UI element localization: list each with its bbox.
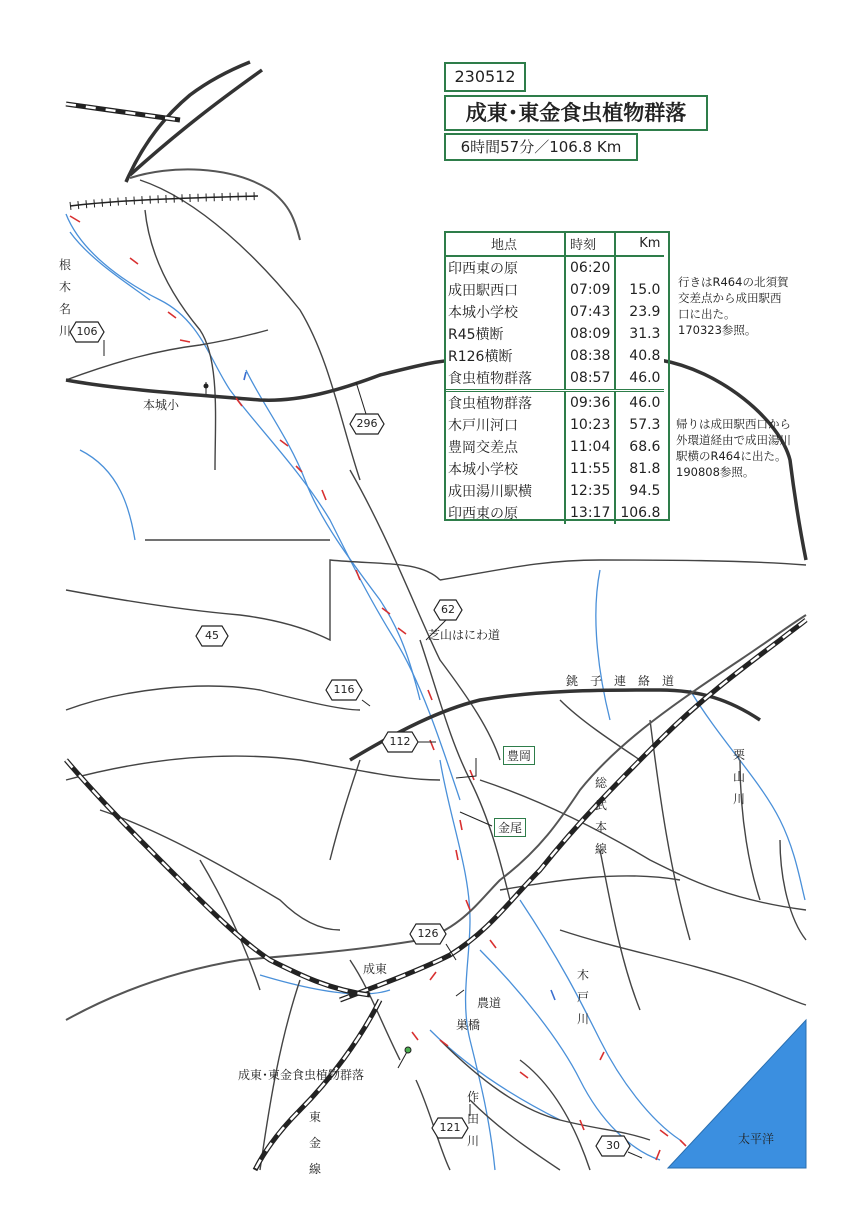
table-row: R45横断 08:09 31.3 — [444, 323, 664, 345]
label-choshi: 銚子連絡道 — [566, 674, 687, 688]
label-nekina-1: 根 木 名 川 — [58, 258, 71, 338]
label-nodo: 農道 — [477, 996, 502, 1010]
label-kido: 木 戸 川 — [576, 968, 589, 1026]
label-sakuda: 作 田 川 — [466, 1090, 479, 1148]
gaikando — [130, 70, 262, 175]
table-row: 印西東の原 13:17 106.8 — [444, 502, 664, 524]
label-shibayama: 芝山はにわ道 — [428, 628, 501, 642]
label-kanao: 金尾 — [494, 818, 526, 837]
kuriyama-river — [690, 690, 805, 900]
road-45 — [66, 560, 440, 640]
route-126: 126 — [417, 927, 439, 940]
table-row: 食虫植物群落 08:57 46.0 — [444, 367, 664, 391]
table-row: 成田湯川駅横 12:35 94.5 — [444, 480, 664, 502]
route-296: 296 — [356, 417, 378, 430]
route-112: 112 — [389, 735, 411, 748]
route-121: 121 — [439, 1121, 461, 1134]
pacific-ocean — [668, 1020, 806, 1168]
table-row: 成田駅西口 07:09 15.0 — [444, 279, 664, 301]
label-kuregashi: 巣橋 — [456, 1018, 481, 1032]
label-togane-line: 東 金 線 — [308, 1110, 321, 1176]
route-116: 116 — [333, 683, 355, 696]
date-box: 230512 — [444, 62, 526, 92]
note-outbound: 行きはR464の北須賀 交差点から成田駅西 口に出た。 170323参照。 — [678, 275, 789, 337]
north-rail — [66, 104, 180, 120]
th-time: 時刻 — [565, 231, 615, 256]
nekina-river — [66, 214, 460, 800]
label-pacific: 太平洋 — [738, 1132, 775, 1146]
note-return: 帰りは成田駅西口から 外環道経由で成田湯川 駅横のR464に出た。 190808参照。 — [676, 417, 791, 479]
th-place: 地点 — [444, 231, 565, 256]
page-title: 成東･東金食虫植物群落 — [444, 95, 708, 131]
label-kuriyama: 栗 山 川 — [732, 748, 745, 806]
table-row: 本城小学校 07:43 23.9 — [444, 301, 664, 323]
th-km: Km — [615, 231, 664, 256]
label-sobu: 総 武 本 線 — [594, 776, 607, 856]
label-honjo: 本城小 — [143, 398, 180, 412]
label-colony: 成東･東金食虫植物群落 — [238, 1068, 365, 1082]
table-row: R126横断 08:38 40.8 — [444, 345, 664, 367]
narita-line — [66, 760, 370, 995]
kido-river — [520, 900, 680, 1140]
label-naruto: 成東 — [363, 962, 388, 976]
route-106: 106 — [76, 325, 98, 338]
table-row: 食虫植物群落 09:36 46.0 — [444, 391, 664, 415]
label-toyooka: 豊岡 — [503, 746, 535, 765]
table-row: 本城小学校 11:55 81.8 — [444, 458, 664, 480]
route-30: 30 — [606, 1139, 620, 1152]
table-row: 木戸川河口 10:23 57.3 — [444, 414, 664, 436]
summary-box: 6時間57分／106.8 Km — [444, 133, 638, 161]
timetable — [444, 231, 664, 524]
table-row: 印西東の原 06:20 — [444, 256, 664, 279]
route-45: 45 — [205, 629, 219, 642]
route-62: 62 — [441, 603, 455, 616]
table-row: 豊岡交差点 11:04 68.6 — [444, 436, 664, 458]
